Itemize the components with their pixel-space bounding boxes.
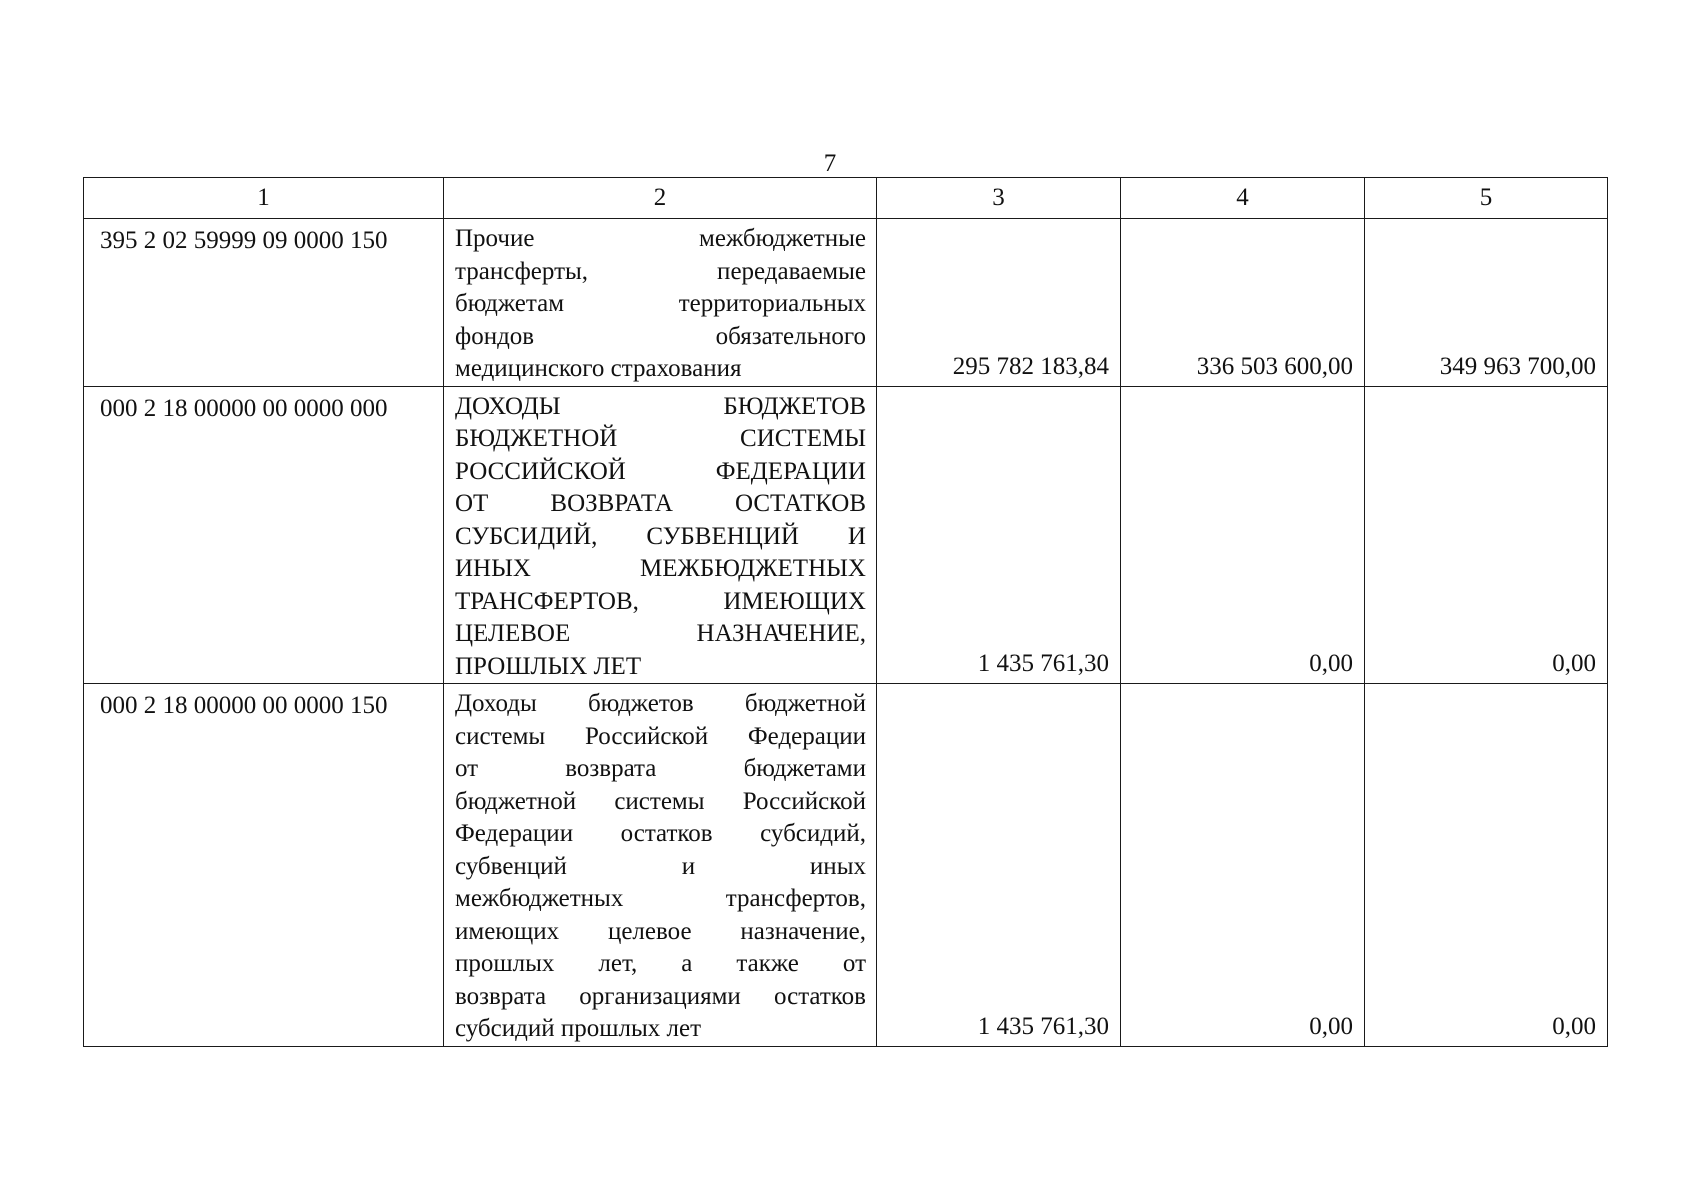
description-line: имеющих целевое назначение, — [455, 917, 866, 945]
description-cell — [444, 386, 877, 684]
description-line: возврата организациями остатков — [455, 982, 866, 1010]
description-line: бюджетам территориальных — [455, 290, 866, 317]
description-line: ЦЕЛЕВОЕ НАЗНАЧЕНИЕ, — [455, 620, 866, 647]
column-header-5: 5 — [1365, 178, 1608, 219]
description-line: бюджетной системы Российской — [455, 787, 866, 815]
description-line: ОТ ВОЗВРАТА ОСТАТКОВ — [455, 490, 866, 517]
page-number: 7 — [823, 150, 837, 177]
description-line: ДОХОДЫ БЮДЖЕТОВ — [455, 392, 866, 420]
description-line: БЮДЖЕТНОЙ СИСТЕМЫ — [455, 425, 866, 452]
budget-table — [83, 177, 1608, 1047]
amount-col4: 0,00 — [1121, 386, 1365, 684]
amount-col3: 1 435 761,30 — [877, 386, 1121, 684]
amount-col3: 295 782 183,84 — [877, 219, 1121, 387]
table-header-row — [84, 178, 1608, 219]
description-line: ТРАНСФЕРТОВ, ИМЕЮЩИХ — [455, 587, 866, 615]
column-header-2: 2 — [444, 178, 877, 219]
amount-col5: 0,00 — [1365, 386, 1608, 684]
description-cell — [444, 219, 877, 387]
description-line: ИНЫХ МЕЖБЮДЖЕТНЫХ — [455, 555, 866, 582]
amount-col5: 0,00 — [1365, 684, 1608, 1047]
amount-col4: 336 503 600,00 — [1121, 219, 1365, 387]
budget-code: 000 2 18 00000 00 0000 000 — [84, 386, 444, 684]
column-header-4: 4 — [1121, 178, 1365, 219]
description-line: РОССИЙСКОЙ ФЕДЕРАЦИИ — [455, 457, 866, 485]
column-header-3: 3 — [877, 178, 1121, 219]
amount-col3: 1 435 761,30 — [877, 684, 1121, 1047]
description-line: от возврата бюджетами — [455, 755, 866, 782]
amount-col5: 349 963 700,00 — [1365, 219, 1608, 387]
description-line: Доходы бюджетов бюджетной — [455, 690, 866, 717]
description-line: СУБСИДИЙ, СУБВЕНЦИЙ И — [455, 522, 866, 550]
column-header-1: 1 — [84, 178, 444, 219]
description-line: ПРОШЛЫХ ЛЕТ — [455, 652, 642, 680]
description-line: Прочие межбюджетные — [455, 225, 866, 252]
description-line: Федерации остатков субсидий, — [455, 820, 866, 847]
description-line: прошлых лет, а также от — [455, 950, 866, 977]
description-line: медицинского страхования — [455, 355, 742, 382]
description-line: субсидий прошлых лет — [455, 1015, 702, 1042]
table-row — [84, 684, 1608, 1047]
table-row — [84, 219, 1608, 387]
budget-code: 395 2 02 59999 09 0000 150 — [84, 219, 444, 387]
description-line: трансферты, передаваемые — [455, 257, 866, 285]
description-line: субвенций и иных — [455, 852, 866, 880]
description-cell — [444, 684, 877, 1047]
budget-code: 000 2 18 00000 00 0000 150 — [84, 684, 444, 1047]
description-line: системы Российской Федерации — [455, 722, 866, 750]
amount-col4: 0,00 — [1121, 684, 1365, 1047]
description-line: фондов обязательного — [455, 322, 866, 350]
table-row — [84, 386, 1608, 684]
description-line: межбюджетных трансфертов, — [455, 885, 866, 912]
